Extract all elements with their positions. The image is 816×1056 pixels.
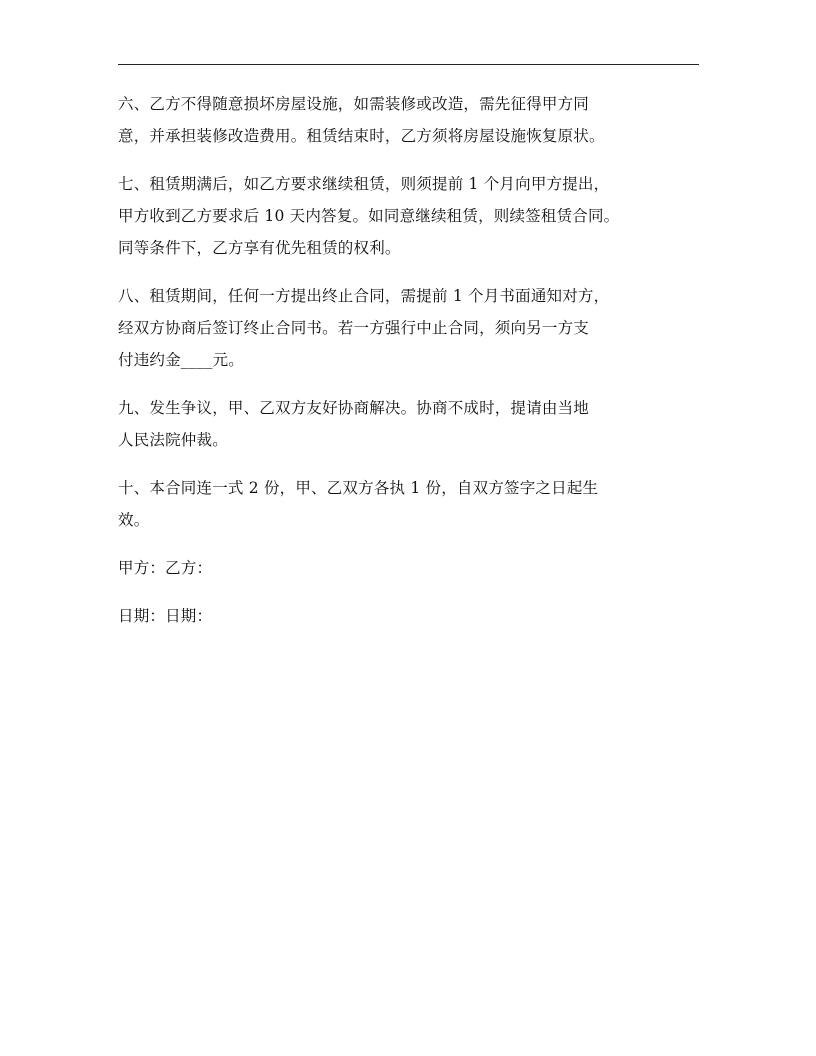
clause-line: 人民法院仲裁。	[118, 431, 228, 449]
clause-line: 甲方收到乙方要求后 10 天内答复。如同意继续租赁，则续签租赁合同。	[118, 207, 620, 225]
clause-line: 九、发生争议，甲、乙双方友好协商解决。协商不成时，提请由当地	[118, 399, 590, 417]
signature-parties-label: 甲方：乙方：	[118, 559, 213, 577]
clause-line: 十、本合同连一式 2 份，甲、乙双方各执 1 份，自双方签字之日起生	[118, 479, 599, 497]
clause-line: 付违约金____元。	[118, 351, 245, 369]
clause-six	[118, 88, 710, 152]
clause-line: 效。	[118, 511, 150, 529]
signature-parties	[118, 552, 710, 584]
clause-nine	[118, 392, 710, 456]
clause-line: 七、租赁期满后，如乙方要求继续租赁，则须提前 1 个月向甲方提出，	[118, 175, 610, 193]
clause-seven	[118, 168, 710, 264]
clause-line: 同等条件下，乙方享有优先租赁的权利。	[118, 239, 401, 257]
header-rule	[118, 64, 699, 65]
clause-line: 经双方协商后签订终止合同书。若一方强行中止合同，须向另一方支	[118, 319, 590, 337]
clause-line: 意，并承担装修改造费用。租赁结束时，乙方须将房屋设施恢复原状。	[118, 127, 605, 145]
contract-body	[118, 88, 710, 648]
clause-line: 八、租赁期间，任何一方提出终止合同，需提前 1 个月书面通知对方，	[118, 287, 610, 305]
clause-ten	[118, 472, 710, 536]
signature-dates-label: 日期：日期：	[118, 607, 213, 625]
clause-line: 六、乙方不得随意损坏房屋设施，如需装修或改造，需先征得甲方同	[118, 95, 590, 113]
signature-dates	[118, 600, 710, 632]
clause-eight	[118, 280, 710, 376]
